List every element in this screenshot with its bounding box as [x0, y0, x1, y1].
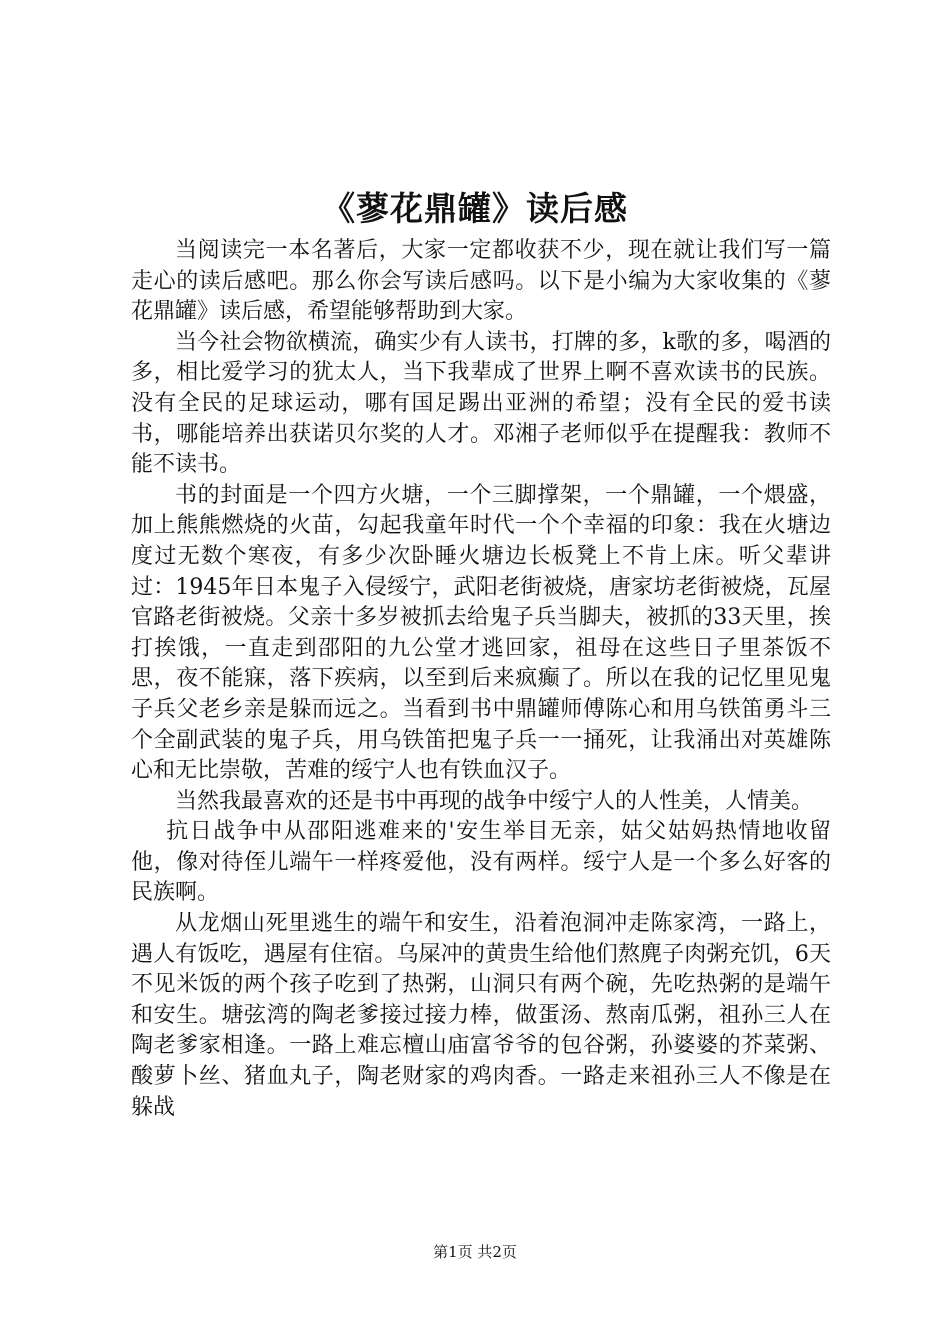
page-number-footer: 第1页 共2页: [433, 1243, 517, 1261]
document-body: [131, 236, 831, 1123]
paragraph-refugee: 抗日战争中从邵阳逃难来的'安生举目无亲，姑父姑妈热情地收留他，像对待侄儿端午一样疼爱他，没有两样。绥宁人是一个多么好客的民族啊。: [131, 819, 831, 906]
paragraph-intro: 当阅读完一本名著后，大家一定都收获不少，现在就让我们写一篇走心的读后感吧。那么你会写读后感吗。以下是小编为大家收集的《蓼花鼎罐》读后感，希望能够帮助到大家。: [131, 238, 831, 325]
paragraph-cover: 书的封面是一个四方火塘，一个三脚撑架，一个鼎罐，一个煨盛，加上熊熊燃烧的火苗，勾起我童年时代一个个幸福的印象：我在火塘边度过无数个寒夜，有多少次卧睡火塘边长板凳上不肯上床。听父辈讲过：1945年日本鬼子入侵绥宁，武阳老街被烧，唐家坊老街被烧，瓦屋官路老街被烧。父亲十多岁被抓去给鬼子兵当脚夫，被抓的33天里，挨打挨饿，一直走到邵阳的九公堂才逃回家，祖母在这些日子里茶饭不思，夜不能寐，落下疾病，以至到后来疯癫了。所以在我的记忆里见鬼子兵父老乡亲是躲而远之。当看到书中鼎罐师傅陈心和用乌铁笛勇斗三个全副武装的鬼子兵，用乌铁笛把鬼子兵一一捅死，让我涌出对英雄陈心和无比崇敬，苦难的绥宁人也有铁血汉子。: [131, 482, 831, 784]
paragraph-humanity: 当然我最喜欢的还是书中再现的战争中绥宁人的人性美，人情美。: [175, 788, 814, 814]
document-title: 《蓼花鼎罐》读后感: [322, 189, 628, 228]
paragraph-journey: 从龙烟山死里逃生的端午和安生，沿着泡洞冲走陈家湾，一路上，遇人有饭吃，遇屋有住宿。乌屎冲的黄贵生给他们熬麂子肉粥充饥，6天不见米饭的两个孩子吃到了热粥，山洞只有两个碗，先吃热粥的是端午和安生。塘弦湾的陶老爹接过接力棒，做蛋汤、熬南瓜粥，祖孙三人在陶老爹家相逢。一路上难忘檀山庙富爷爷的包谷粥，孙婆婆的芥菜粥、酸萝卜丝、猪血丸子，陶老财家的鸡肉香。一路走来祖孙三人不像是在躲战: [131, 911, 831, 1120]
paragraph-society: 当今社会物欲横流，确实少有人读书，打牌的多，k歌的多，喝酒的多，相比爱学习的犹太人，当下我辈成了世界上啊不喜欢读书的民族。没有全民的足球运动，哪有国足踢出亚洲的希望；没有全民的爱书读书，哪能培养出获诺贝尔奖的人才。邓湘子老师似乎在提醒我：教师不能不读书。: [131, 329, 831, 478]
